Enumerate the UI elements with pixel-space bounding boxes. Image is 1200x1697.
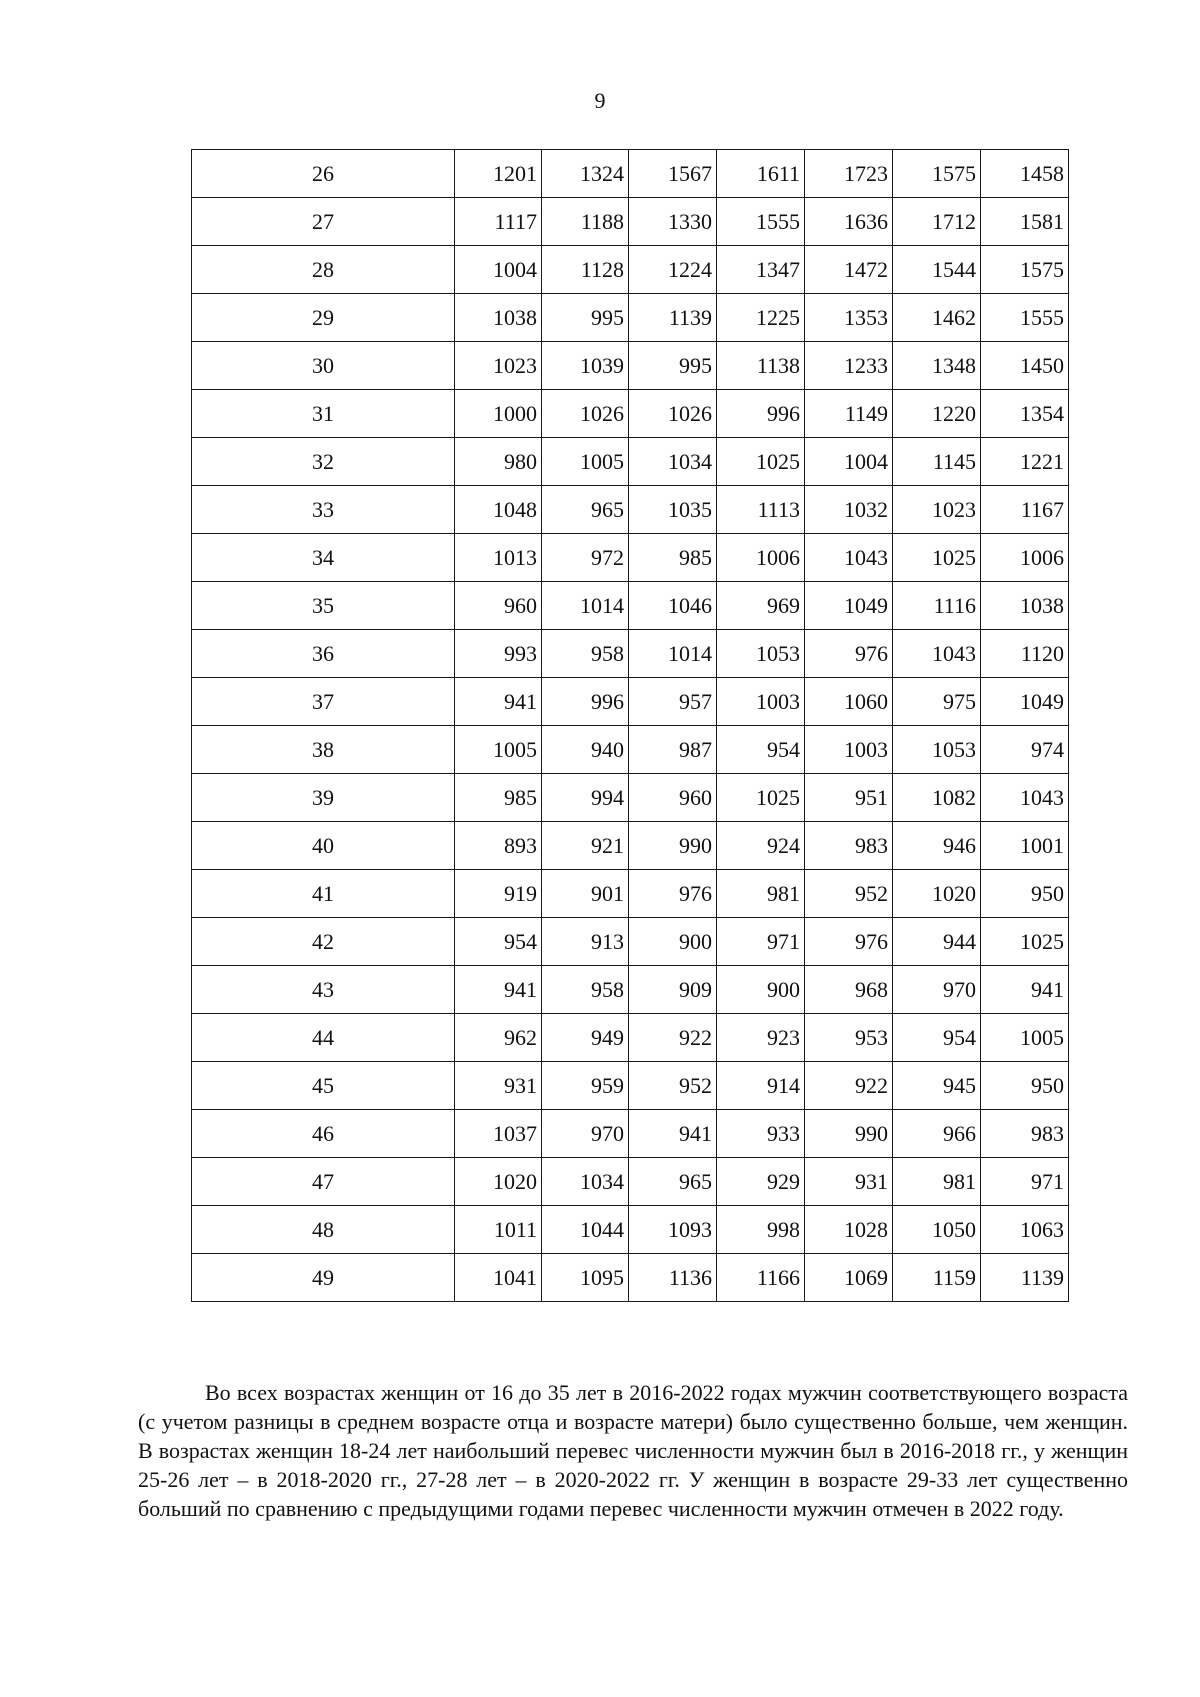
value-cell: 1049 [981,678,1069,726]
page-number: 9 [594,88,606,113]
value-cell: 1014 [629,630,717,678]
value-cell: 900 [629,918,717,966]
value-cell: 965 [542,486,629,534]
table-row [192,342,1069,390]
value-cell: 1082 [893,774,981,822]
value-cell: 985 [455,774,542,822]
value-cell: 1611 [717,150,805,198]
value-cell: 1039 [542,342,629,390]
value-cell: 972 [542,534,629,582]
value-cell: 1023 [893,486,981,534]
value-cell: 1347 [717,246,805,294]
value-cell: 1034 [542,1158,629,1206]
age-cell: 44 [192,1014,455,1062]
value-cell: 981 [717,870,805,918]
value-cell: 1139 [981,1254,1069,1302]
value-cell: 970 [893,966,981,1014]
value-cell: 1025 [717,438,805,486]
age-cell: 39 [192,774,455,822]
table-row [192,1014,1069,1062]
value-cell: 1043 [981,774,1069,822]
value-cell: 1001 [981,822,1069,870]
body-paragraph: Во всех возрастах женщин от 16 до 35 лет в 2016-2022 годах мужчин соответствующего возраста (с учетом разницы в среднем возрасте отца и возрасте матери) было существенно больше, чем женщин. В возрастах женщин 18-24 лет наибольший перевес численности мужчин был в 2016-2018 гг., у женщин 25-26 лет – в 2018-2020 гг., 27-28 лет – в 2020-2022 гг. У женщин в возрасте 29-33 лет существенно больший по сравнению с предыдущими годами перевес численности мужчин отмечен в 2022 году. [138,1380,1128,1521]
value-cell: 1575 [981,246,1069,294]
value-cell: 957 [629,678,717,726]
value-cell: 941 [981,966,1069,1014]
value-cell: 913 [542,918,629,966]
value-cell: 1120 [981,630,1069,678]
value-cell: 971 [981,1158,1069,1206]
value-cell: 1095 [542,1254,629,1302]
value-cell: 1462 [893,294,981,342]
age-cell: 49 [192,1254,455,1302]
value-cell: 922 [629,1014,717,1062]
value-cell: 1636 [805,198,893,246]
value-cell: 931 [805,1158,893,1206]
value-cell: 981 [893,1158,981,1206]
value-cell: 983 [805,822,893,870]
table-row [192,966,1069,1014]
age-cell: 27 [192,198,455,246]
table-row [192,678,1069,726]
value-cell: 951 [805,774,893,822]
table-body [192,150,1069,1302]
table-row [192,150,1069,198]
value-cell: 1544 [893,246,981,294]
value-cell: 1014 [542,582,629,630]
value-cell: 933 [717,1110,805,1158]
value-cell: 940 [542,726,629,774]
table-row [192,1110,1069,1158]
value-cell: 952 [805,870,893,918]
value-cell: 1069 [805,1254,893,1302]
table-row [192,1254,1069,1302]
age-cell: 28 [192,246,455,294]
table-row [192,582,1069,630]
value-cell: 914 [717,1062,805,1110]
value-cell: 1224 [629,246,717,294]
value-cell: 1006 [717,534,805,582]
value-cell: 1116 [893,582,981,630]
value-cell: 1723 [805,150,893,198]
value-cell: 950 [981,870,1069,918]
age-cell: 45 [192,1062,455,1110]
value-cell: 990 [805,1110,893,1158]
value-cell: 1028 [805,1206,893,1254]
value-cell: 1049 [805,582,893,630]
value-cell: 1000 [455,390,542,438]
value-cell: 987 [629,726,717,774]
value-cell: 995 [542,294,629,342]
value-cell: 958 [542,630,629,678]
value-cell: 1167 [981,486,1069,534]
table-row [192,438,1069,486]
value-cell: 909 [629,966,717,1014]
value-cell: 1159 [893,1254,981,1302]
age-cell: 37 [192,678,455,726]
value-cell: 954 [893,1014,981,1062]
value-cell: 976 [629,870,717,918]
value-cell: 1354 [981,390,1069,438]
value-cell: 969 [717,582,805,630]
value-cell: 968 [805,966,893,1014]
age-cell: 46 [192,1110,455,1158]
value-cell: 919 [455,870,542,918]
table-row [192,1206,1069,1254]
value-cell: 944 [893,918,981,966]
value-cell: 1575 [893,150,981,198]
value-cell: 1025 [981,918,1069,966]
value-cell: 1225 [717,294,805,342]
value-cell: 1348 [893,342,981,390]
value-cell: 1149 [805,390,893,438]
value-cell: 1324 [542,150,629,198]
value-cell: 993 [455,630,542,678]
value-cell: 901 [542,870,629,918]
value-cell: 953 [805,1014,893,1062]
age-cell: 30 [192,342,455,390]
value-cell: 941 [629,1110,717,1158]
value-cell: 983 [981,1110,1069,1158]
table-row [192,630,1069,678]
age-cell: 47 [192,1158,455,1206]
age-cell: 40 [192,822,455,870]
value-cell: 1330 [629,198,717,246]
value-cell: 900 [717,966,805,1014]
value-cell: 1003 [717,678,805,726]
value-cell: 960 [629,774,717,822]
value-cell: 980 [455,438,542,486]
value-cell: 1053 [717,630,805,678]
age-cell: 41 [192,870,455,918]
value-cell: 990 [629,822,717,870]
value-cell: 1038 [455,294,542,342]
age-cell: 32 [192,438,455,486]
table-row [192,822,1069,870]
value-cell: 1037 [455,1110,542,1158]
value-cell: 985 [629,534,717,582]
value-cell: 975 [893,678,981,726]
table-row [192,246,1069,294]
table-row [192,774,1069,822]
value-cell: 1013 [455,534,542,582]
value-cell: 1041 [455,1254,542,1302]
value-cell: 1113 [717,486,805,534]
value-cell: 1053 [893,726,981,774]
value-cell: 959 [542,1062,629,1110]
value-cell: 1038 [981,582,1069,630]
value-cell: 1048 [455,486,542,534]
value-cell: 945 [893,1062,981,1110]
value-cell: 1136 [629,1254,717,1302]
value-cell: 996 [717,390,805,438]
value-cell: 960 [455,582,542,630]
value-cell: 962 [455,1014,542,1062]
table-row [192,1158,1069,1206]
value-cell: 971 [717,918,805,966]
value-cell: 1046 [629,582,717,630]
value-cell: 1450 [981,342,1069,390]
value-cell: 976 [805,630,893,678]
value-cell: 970 [542,1110,629,1158]
value-cell: 931 [455,1062,542,1110]
age-cell: 48 [192,1206,455,1254]
value-cell: 996 [542,678,629,726]
table-row [192,486,1069,534]
value-cell: 1005 [455,726,542,774]
value-cell: 1050 [893,1206,981,1254]
value-cell: 893 [455,822,542,870]
value-cell: 1063 [981,1206,1069,1254]
age-cell: 33 [192,486,455,534]
value-cell: 946 [893,822,981,870]
age-cell: 36 [192,630,455,678]
value-cell: 998 [717,1206,805,1254]
value-cell: 1026 [542,390,629,438]
value-cell: 994 [542,774,629,822]
table-row [192,390,1069,438]
table-row [192,918,1069,966]
value-cell: 1188 [542,198,629,246]
value-cell: 995 [629,342,717,390]
table-row [192,198,1069,246]
value-cell: 1020 [455,1158,542,1206]
age-cell: 42 [192,918,455,966]
value-cell: 1128 [542,246,629,294]
value-cell: 1220 [893,390,981,438]
age-cell: 43 [192,966,455,1014]
value-cell: 1032 [805,486,893,534]
value-cell: 923 [717,1014,805,1062]
value-cell: 1712 [893,198,981,246]
age-cell: 26 [192,150,455,198]
value-cell: 941 [455,966,542,1014]
value-cell: 1025 [893,534,981,582]
value-cell: 1005 [981,1014,1069,1062]
value-cell: 1023 [455,342,542,390]
value-cell: 921 [542,822,629,870]
value-cell: 1138 [717,342,805,390]
value-cell: 1003 [805,726,893,774]
data-table [191,149,1069,1302]
age-cell: 29 [192,294,455,342]
value-cell: 1043 [805,534,893,582]
value-cell: 1233 [805,342,893,390]
value-cell: 1093 [629,1206,717,1254]
value-cell: 924 [717,822,805,870]
table-row [192,294,1069,342]
value-cell: 1201 [455,150,542,198]
value-cell: 1581 [981,198,1069,246]
value-cell: 1011 [455,1206,542,1254]
value-cell: 1472 [805,246,893,294]
value-cell: 1035 [629,486,717,534]
value-cell: 958 [542,966,629,1014]
value-cell: 954 [717,726,805,774]
value-cell: 1555 [717,198,805,246]
value-cell: 1060 [805,678,893,726]
value-cell: 1353 [805,294,893,342]
value-cell: 966 [893,1110,981,1158]
value-cell: 1145 [893,438,981,486]
value-cell: 1139 [629,294,717,342]
table-row [192,726,1069,774]
value-cell: 1166 [717,1254,805,1302]
value-cell: 1006 [981,534,1069,582]
table-row [192,534,1069,582]
value-cell: 1567 [629,150,717,198]
value-cell: 1005 [542,438,629,486]
value-cell: 1117 [455,198,542,246]
age-cell: 31 [192,390,455,438]
value-cell: 1221 [981,438,1069,486]
value-cell: 965 [629,1158,717,1206]
value-cell: 950 [981,1062,1069,1110]
value-cell: 1458 [981,150,1069,198]
value-cell: 1020 [893,870,981,918]
value-cell: 1555 [981,294,1069,342]
value-cell: 952 [629,1062,717,1110]
value-cell: 1004 [455,246,542,294]
value-cell: 976 [805,918,893,966]
value-cell: 1026 [629,390,717,438]
table-row [192,870,1069,918]
value-cell: 1004 [805,438,893,486]
value-cell: 941 [455,678,542,726]
value-cell: 949 [542,1014,629,1062]
value-cell: 922 [805,1062,893,1110]
value-cell: 1034 [629,438,717,486]
age-cell: 35 [192,582,455,630]
value-cell: 974 [981,726,1069,774]
value-cell: 1043 [893,630,981,678]
value-cell: 1025 [717,774,805,822]
value-cell: 929 [717,1158,805,1206]
table-row [192,1062,1069,1110]
value-cell: 1044 [542,1206,629,1254]
value-cell: 954 [455,918,542,966]
age-cell: 38 [192,726,455,774]
age-cell: 34 [192,534,455,582]
